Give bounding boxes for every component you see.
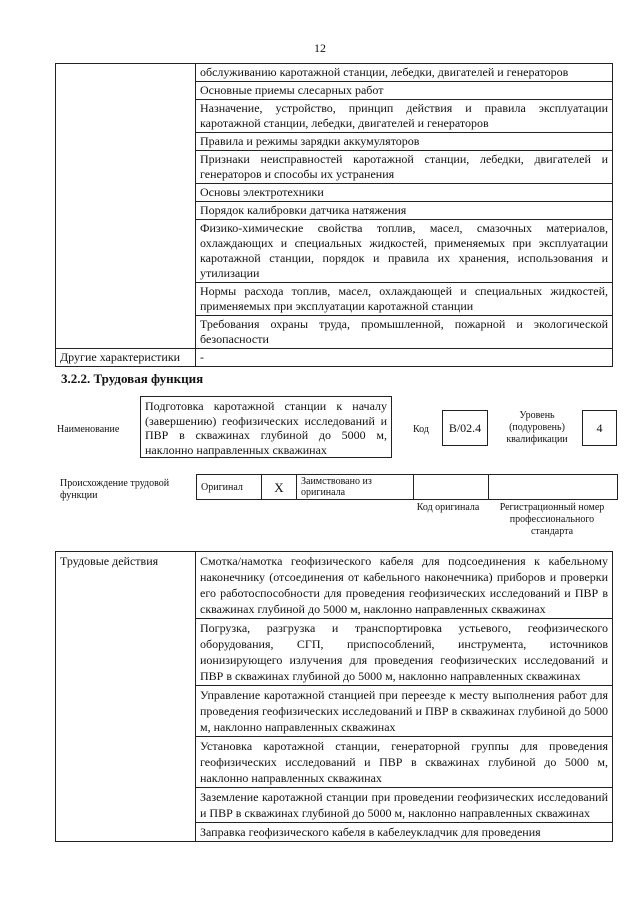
labor-action-row: Заправка геофизического кабеля в кабелеукладчик для проведения [196,823,613,842]
knowledge-row: Основы электротехники [196,184,613,202]
knowledge-row: Основные приемы слесарных работ [196,82,613,100]
original-mark: X [262,475,297,500]
other-characteristics-label: Другие характеристики [56,349,196,367]
origin-label: Происхождение трудовой функции [60,478,170,501]
section-heading: 3.2.2. Трудовая функция [61,371,204,386]
function-header [57,396,617,462]
labor-actions-table [55,551,613,842]
page-number: 12 [314,41,326,55]
labor-action-row: Установка каротажной станции, генераторной группы для проведения геофизических исследований и ПВР в скважинах глубиной до 5000 м, наклонно направленных скважинах [196,737,613,788]
labor-action-row: Управление каротажной станцией при переезде к месту выполнения работ для проведения геофизических исследований и ПВР в скважинах глубиной до 5000 м, наклонно направленных скважинах [196,686,613,737]
original-code-label: Код оригинала [416,502,480,513]
reg-number-label: Регистрационный номер профессионального стандарта [499,502,605,537]
borrowed-label: Заимствовано из оригинала [297,475,414,500]
knowledge-row: обслуживанию каротажной станции, лебедки, двигателей и генераторов [196,64,613,82]
knowledge-row: Требования охраны труда, промышленной, пожарной и экологической безопасности [196,316,613,349]
knowledge-table [55,63,613,367]
knowledge-row: Порядок калибровки датчика натяжения [196,202,613,220]
level-value: 4 [582,410,617,446]
original-label: Оригинал [197,475,262,500]
origin-table [196,474,618,500]
knowledge-row: Правила и режимы зарядки аккумуляторов [196,133,613,151]
other-characteristics-value: - [196,349,613,367]
code-value: B/02.4 [442,410,488,446]
knowledge-row: Признаки неисправностей каротажной станции, лебедки, двигателей и генераторов и способы их устранения [196,151,613,184]
labor-actions-label: Трудовые действия [56,552,196,842]
reg-number-cell [489,475,618,500]
name-label: Наименование [57,424,120,435]
labor-action-row: Погрузка, разгрузка и транспортировка устьевого, геофизического оборудования, СГП, приспособлений, инструмента, источников ионизирующего излучения для проведения геофизических исследований и ПВР в скважинах глубиной до 5000 м, наклонно направленных скважинах [196,619,613,686]
labor-action-row: Смотка/намотка геофизического кабеля для подсоединения к кабельному наконечнику (отсоединения от кабельного наконечника) приборов и проверки его работоспособности для проведения геофизических исследований и ПВР в скважинах глубиной до 5000 м, наклонно направленных скважинах [196,552,613,619]
function-name: Подготовка каротажной станции к началу (завершению) геофизических исследований и ПВР в скважинах глубиной до 5000 м, наклонно направленных скважинах [140,396,392,458]
original-code-cell [414,475,489,500]
knowledge-row: Назначение, устройство, принцип действия и правила эксплуатации каротажной станции, лебедки, двигателей и генераторов [196,100,613,133]
knowledge-row: Нормы расхода топлив, масел, охлаждающей и специальных жидкостей, применяемых при эксплуатации каротажной станции [196,283,613,316]
code-label: Код [413,424,429,435]
knowledge-row: Физико-химические свойства топлив, масел, смазочных материалов, охлаждающих и специальных жидкостей, применяемых при эксплуатации каротажной станции, порядок и правила их хранения, использования и утилизации [196,220,613,283]
knowledge-label-cell [56,64,196,349]
labor-action-row: Заземление каротажной станции при проведении геофизических исследований и ПВР в скважинах глубиной до 5000 м, наклонно направленных скважинах [196,788,613,823]
level-label: Уровень (подуровень) квалификации [506,410,568,445]
